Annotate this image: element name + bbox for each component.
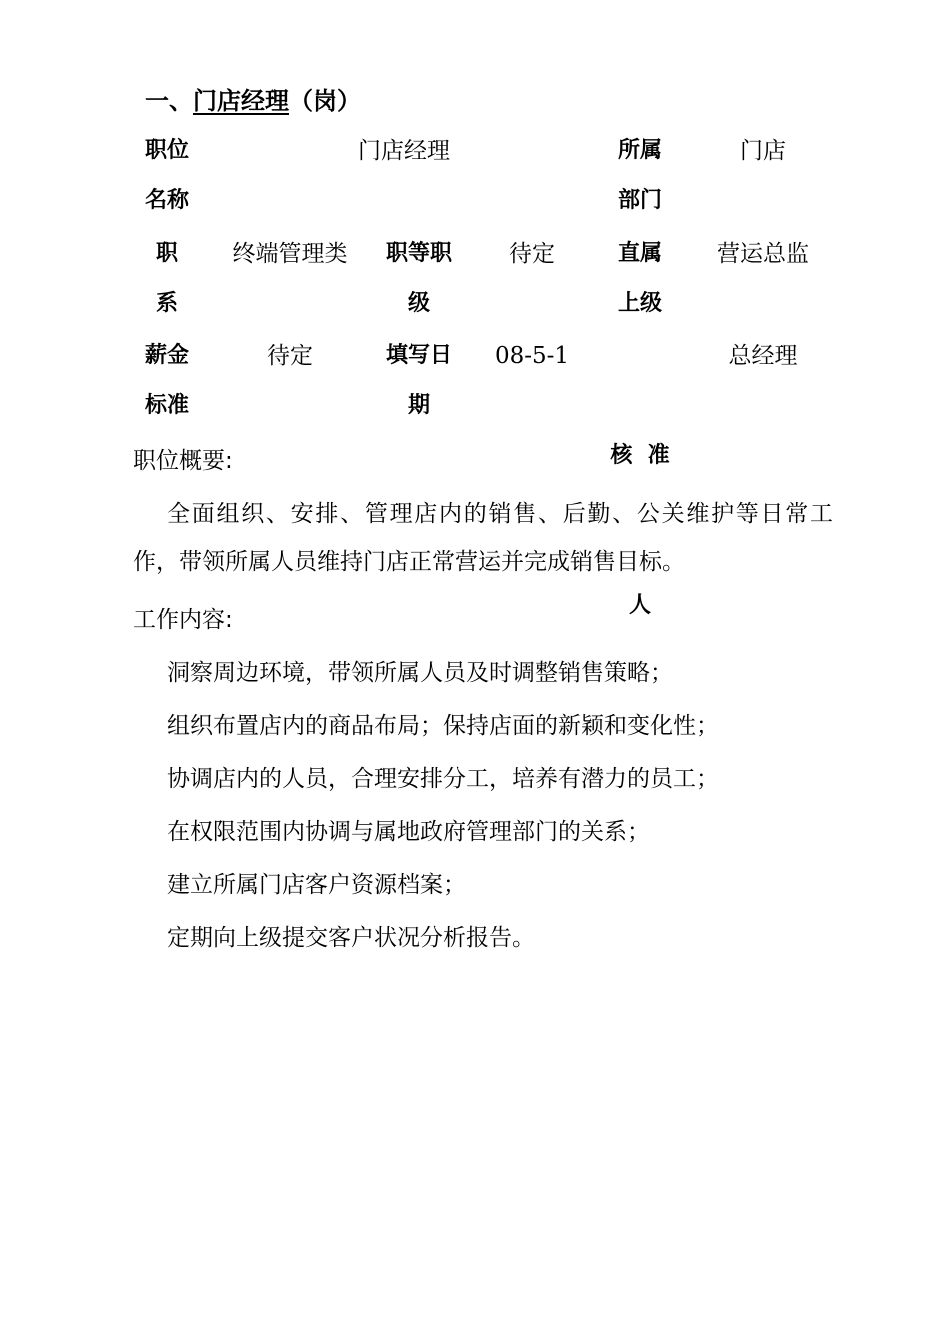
job-family-label-line2: 系	[155, 291, 178, 316]
approver-value: 总经理	[728, 343, 798, 369]
salary-value: 待定	[267, 343, 313, 369]
section-heading	[145, 84, 361, 118]
duty-item: 建立所属门店客户资源档案；	[167, 872, 466, 898]
summary-text: 全面组织、安排、管理店内的销售、后勤、公关维护等日常工作，带领所属人员维持门店正常营运并完成销售目标。	[133, 501, 833, 575]
department-label-line1: 所属	[617, 138, 662, 163]
supervisor-label-line1: 直属	[617, 241, 662, 266]
salary-label-line2: 标准	[144, 393, 189, 418]
duty-item: 在权限范围内协调与属地政府管理部门的关系；	[167, 819, 650, 845]
position-name-value: 门店经理	[358, 138, 450, 164]
fill-date-label-line2: 期	[407, 393, 430, 418]
department-value: 门店	[740, 138, 786, 164]
fill-date-label-line1: 填写日	[385, 343, 452, 368]
salary-label	[132, 331, 202, 431]
department-label-line2: 部门	[617, 188, 662, 213]
grade-label-line1: 职等职	[385, 241, 452, 266]
duties-title: 工作内容:	[133, 607, 233, 633]
heading-suffix: （岗）	[289, 87, 361, 115]
fill-date-value: 08-5-1	[494, 343, 570, 369]
approver-label-line1: 核 准	[610, 443, 670, 468]
summary-title: 职位概要:	[133, 448, 233, 474]
duty-item: 定期向上级提交客户状况分析报告。	[167, 925, 535, 951]
heading-title: 门店经理	[193, 87, 289, 115]
supervisor-value: 营运总监	[717, 241, 809, 267]
supervisor-label-line2: 上级	[617, 291, 662, 316]
grade-label	[374, 229, 464, 329]
job-family-value: 终端管理类	[232, 241, 348, 267]
duty-item: 组织布置店内的商品布局；保持店面的新颖和变化性；	[167, 713, 719, 739]
heading-prefix: 一、	[145, 87, 193, 115]
grade-value: 待定	[509, 241, 555, 267]
duty-item: 协调店内的人员，合理安排分工，培养有潜力的员工；	[167, 766, 719, 792]
position-name-label-line1: 职位	[144, 138, 189, 163]
position-name-label	[132, 126, 202, 226]
duty-item: 洞察周边环境，带领所属人员及时调整销售策略；	[167, 660, 673, 686]
salary-label-line1: 薪金	[144, 343, 189, 368]
approver-label-line2: 人	[628, 593, 651, 618]
position-name-label-line2: 名称	[144, 188, 189, 213]
job-family-label-line1: 职	[155, 241, 178, 266]
grade-label-line2: 级	[407, 291, 430, 316]
fill-date-label	[374, 331, 464, 431]
department-label	[605, 126, 675, 226]
job-family-label	[132, 229, 202, 329]
supervisor-label	[605, 229, 675, 329]
